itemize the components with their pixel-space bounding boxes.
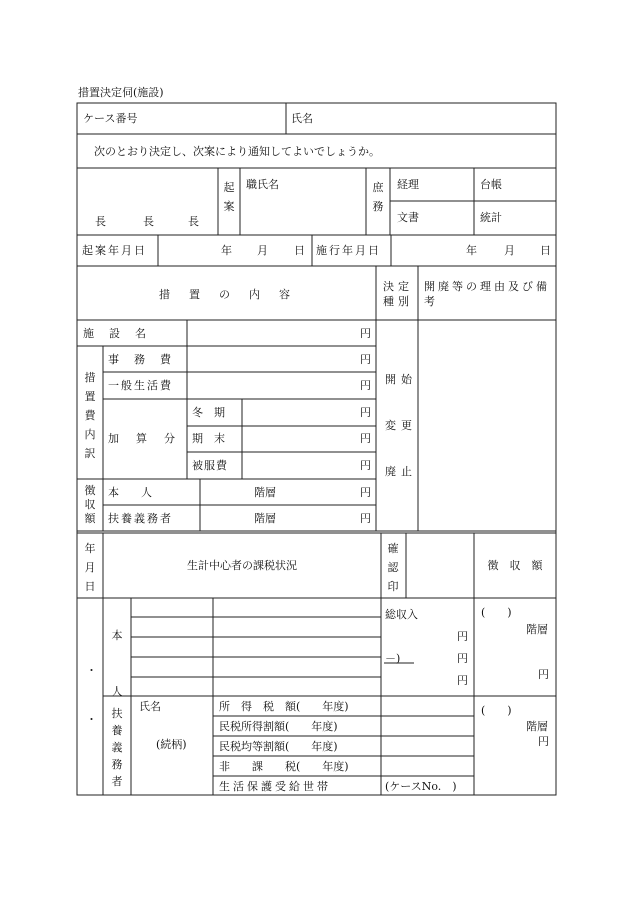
statistics-label: 統計 bbox=[480, 211, 502, 224]
enforce-month: 月 bbox=[504, 244, 515, 257]
case-number-label: ケース番号 bbox=[83, 112, 138, 125]
winter-label: 冬 期 bbox=[192, 406, 225, 419]
date-dot-2: ・ bbox=[86, 713, 97, 726]
approval-chief-2: 長 bbox=[143, 215, 154, 228]
person-collection-yen: 円 bbox=[538, 668, 549, 681]
case-no-label: (ケースNo. ) bbox=[385, 780, 457, 793]
self-yen: 円 bbox=[360, 486, 371, 499]
draft-label: 起案 bbox=[223, 181, 235, 213]
draft-date-label: 起案年月日 bbox=[82, 244, 147, 257]
enforce-date-label: 施行年月日 bbox=[316, 244, 381, 257]
income-tax-label: 所 得 税 額( 年度) bbox=[219, 700, 349, 713]
total-income-label: 総収入 bbox=[385, 608, 418, 621]
documents-label: 文書 bbox=[397, 211, 419, 224]
draft-year: 年 bbox=[221, 244, 232, 257]
collection-label: 徴収額 bbox=[84, 484, 96, 525]
supporter-collection-yen: 円 bbox=[538, 735, 549, 748]
office-cost-label: 事 務 費 bbox=[108, 353, 173, 366]
supporter-tier: 階層 bbox=[254, 512, 276, 525]
general-living-label: 一般生活費 bbox=[108, 379, 173, 392]
draft-day: 日 bbox=[294, 244, 305, 257]
clothing-yen: 円 bbox=[360, 459, 371, 472]
person-label: 本人 bbox=[111, 629, 123, 698]
total-income-yen: 円 bbox=[457, 630, 468, 643]
confirm-seal-label: 確認印 bbox=[387, 542, 399, 593]
breakdown-label: 措置費内訳 bbox=[84, 371, 96, 460]
decision-type-label: 決定種別 bbox=[383, 280, 413, 308]
instruction-text: 次のとおり決定し、次案により通知してよいでしょうか。 bbox=[94, 145, 380, 158]
tax-status-header: 生計中心者の課税状況 bbox=[187, 559, 297, 572]
ledger-label: 台帳 bbox=[480, 178, 502, 191]
minus-label: －) bbox=[385, 652, 401, 665]
enforce-day: 日 bbox=[540, 244, 551, 257]
general-affairs-label: 庶務 bbox=[372, 181, 384, 213]
form-title: 措置決定伺(施設) bbox=[78, 86, 164, 99]
supporter-tier-paren: ( ) bbox=[481, 704, 512, 717]
self-tier: 階層 bbox=[254, 486, 276, 499]
position-name-label: 職氏名 bbox=[246, 178, 279, 191]
net-yen: 円 bbox=[457, 674, 468, 687]
date-dot-1: ・ bbox=[86, 664, 97, 677]
minus-yen: 円 bbox=[457, 652, 468, 665]
approval-chief-3: 長 bbox=[188, 215, 199, 228]
non-taxable-label: 非 課 税( 年度) bbox=[219, 760, 349, 773]
reason-label: 開廃等の理由及び備考 bbox=[424, 280, 550, 308]
supporter-vertical-label: 扶養義務者 bbox=[111, 707, 123, 788]
person-tier-paren: ( ) bbox=[481, 606, 512, 619]
office-cost-yen: 円 bbox=[360, 353, 371, 366]
measures-header: 措 置 の 内 容 bbox=[159, 288, 294, 301]
winter-yen: 円 bbox=[360, 406, 371, 419]
ymd-label: 年月日 bbox=[84, 542, 96, 593]
supporter-yen: 円 bbox=[360, 512, 371, 525]
person-tier-label: 階層 bbox=[526, 623, 548, 636]
relation-label: (続柄) bbox=[156, 738, 187, 751]
decision-end: 廃止 bbox=[385, 465, 417, 478]
enforce-year: 年 bbox=[466, 244, 477, 257]
supporter-name-label: 氏名 bbox=[139, 700, 161, 713]
approval-chief-1: 長 bbox=[95, 215, 106, 228]
clothing-label: 被服費 bbox=[192, 459, 228, 472]
year-end-yen: 円 bbox=[360, 432, 371, 445]
accounting-label: 経理 bbox=[397, 178, 419, 191]
resident-equal-label: 民税均等割額( 年度) bbox=[219, 740, 338, 753]
welfare-label: 生活保護受給世帯 bbox=[219, 780, 331, 793]
facility-name-label: 施 設 名 bbox=[83, 327, 148, 340]
addition-label: 加 算 分 bbox=[108, 432, 178, 445]
general-living-yen: 円 bbox=[360, 379, 371, 392]
self-label: 本 人 bbox=[108, 486, 152, 499]
facility-yen: 円 bbox=[360, 327, 371, 340]
year-end-label: 期 末 bbox=[192, 432, 225, 445]
decision-change: 変更 bbox=[385, 419, 417, 432]
supporter-tier-label: 階層 bbox=[526, 720, 548, 733]
resident-income-label: 民税所得割額( 年度) bbox=[219, 720, 338, 733]
draft-month: 月 bbox=[257, 244, 268, 257]
collection-amount-label: 徴 収 額 bbox=[487, 559, 543, 572]
name-label: 氏名 bbox=[291, 112, 313, 125]
decision-start: 開始 bbox=[385, 373, 417, 386]
supporter-label: 扶養義務者 bbox=[108, 512, 173, 525]
